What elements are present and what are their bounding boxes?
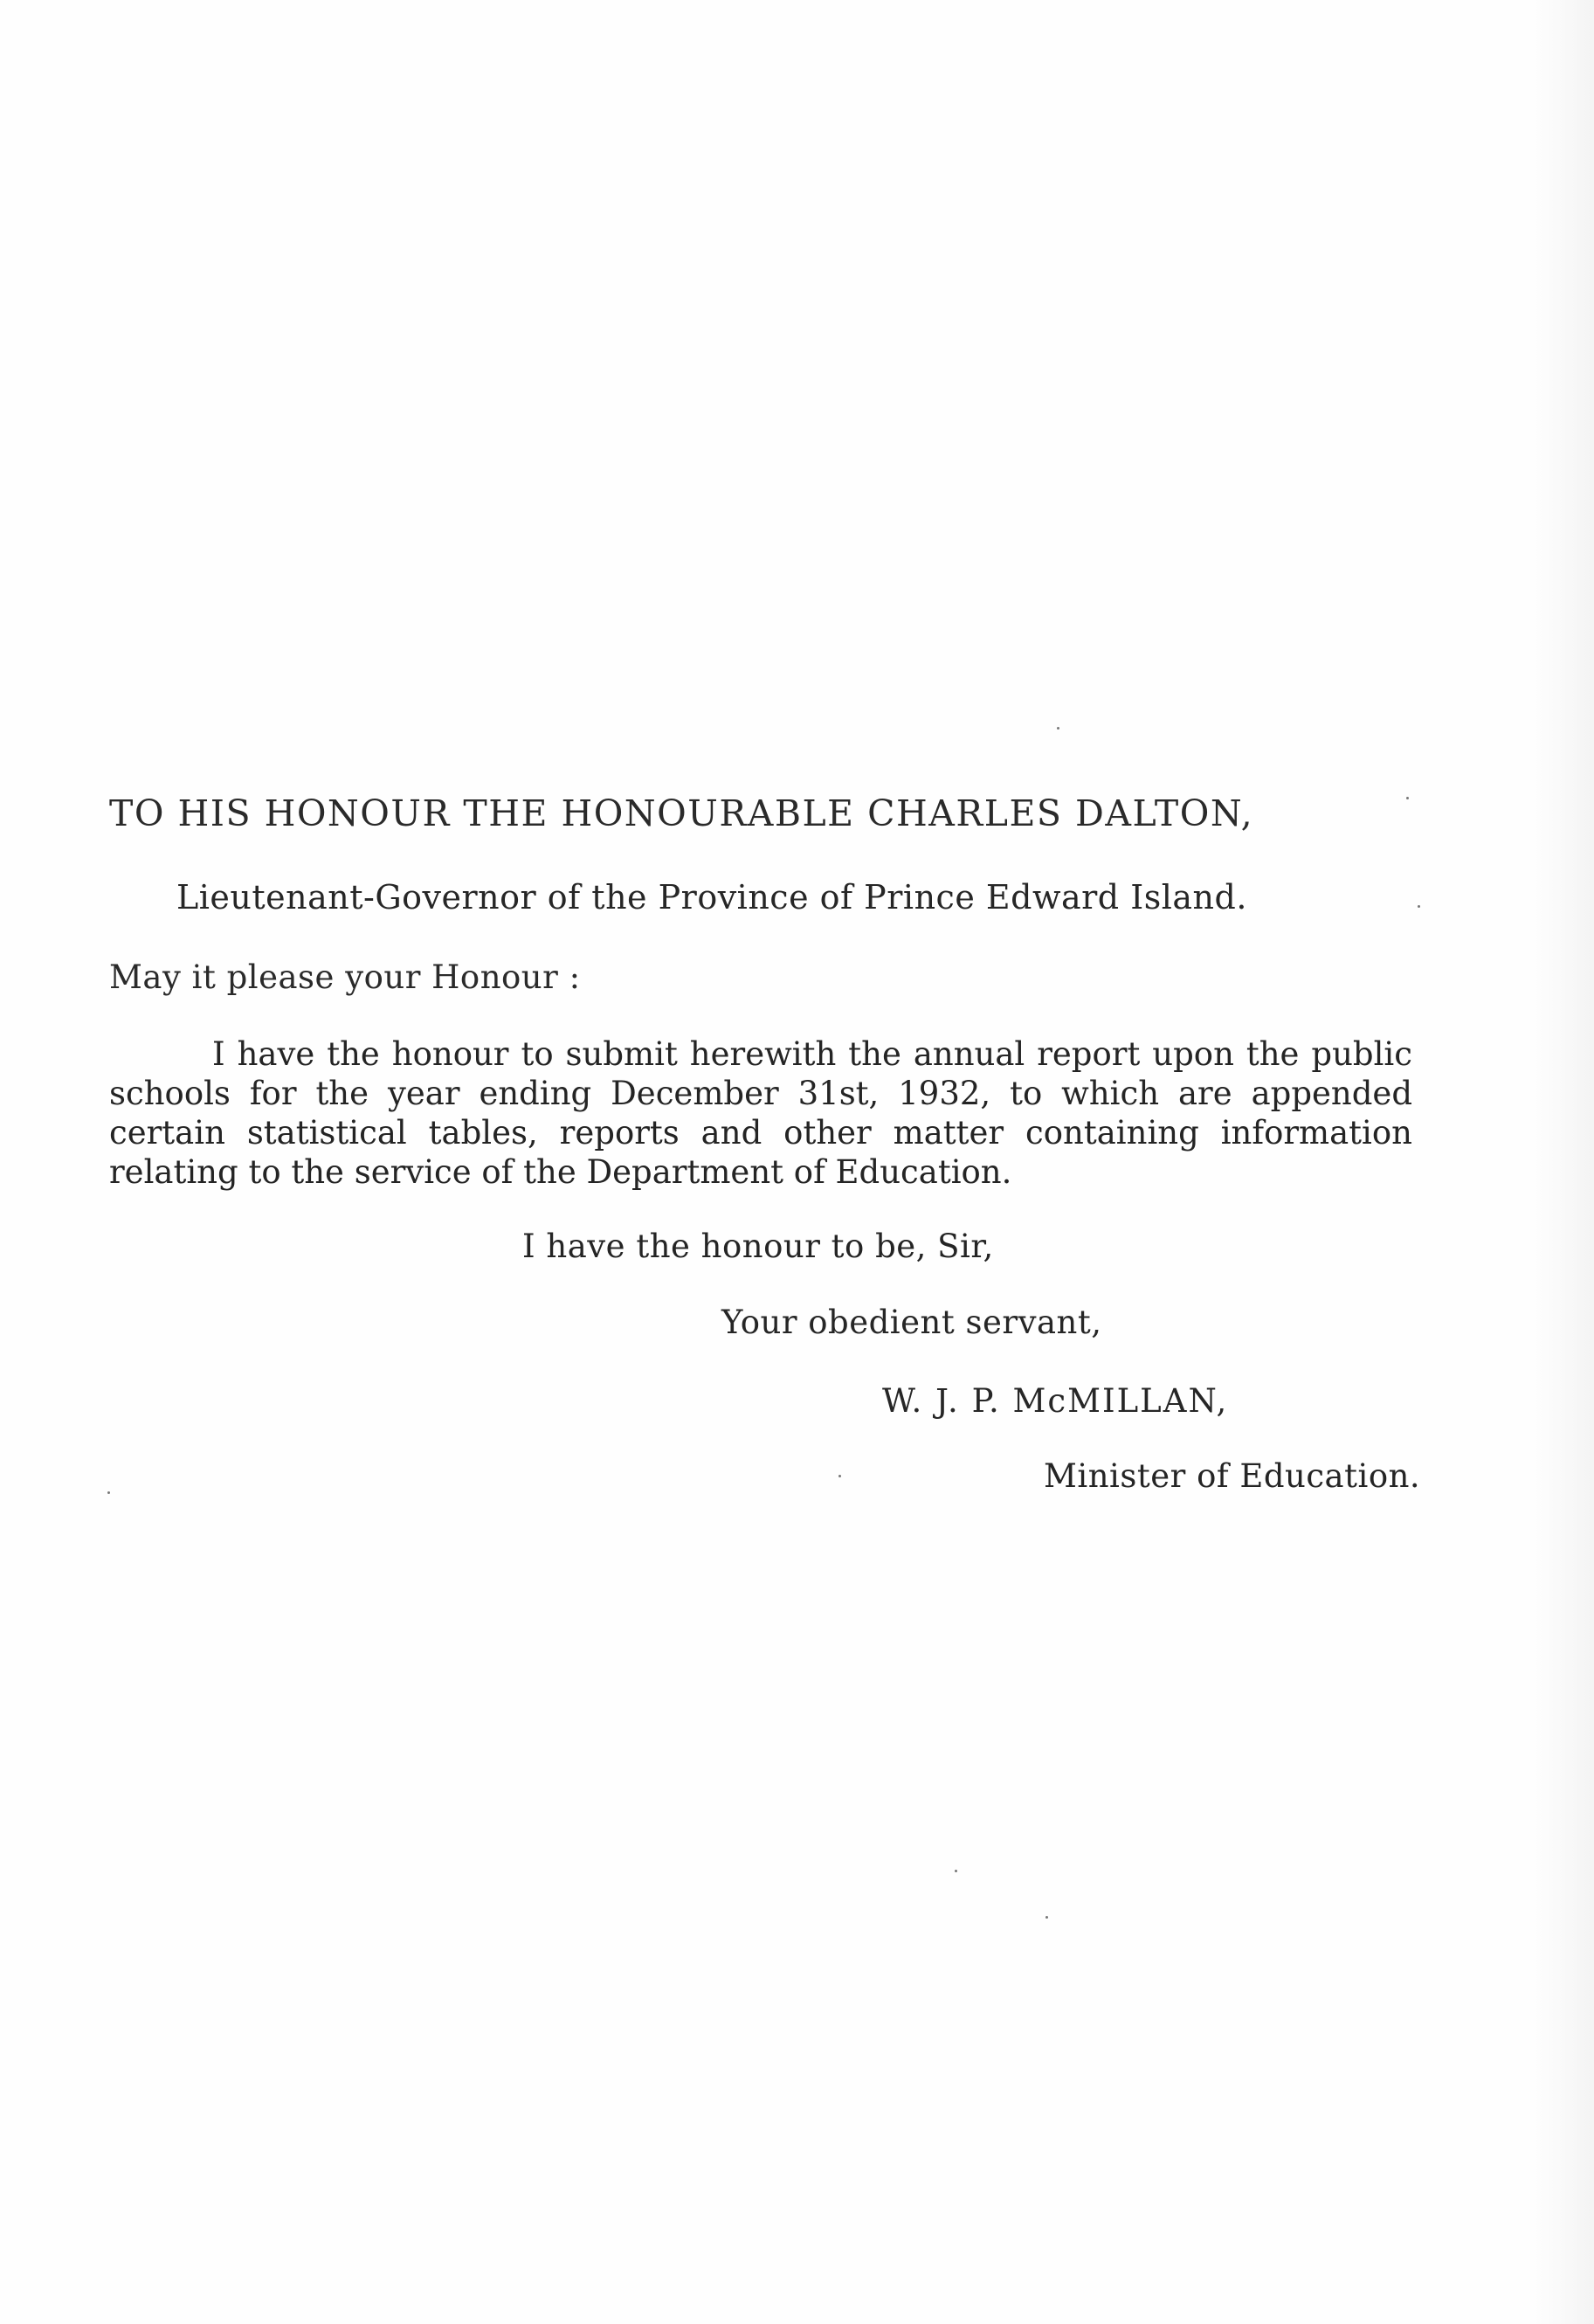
scan-speck [107,1491,110,1494]
letter-salutation: May it please your Honour : [109,958,581,996]
scan-speck [1057,727,1059,730]
letter-closing: I have the honour to be, Sir, [522,1228,994,1265]
letter-body: I have the honour to submit herewith the annual report upon the public schools for the year ending December 31st, 1932, to which are appended certain statistical tables, reports and other matter containing information relating to the service of the Department of Education. [109,1035,1412,1191]
scan-speck [838,1475,841,1477]
signatory-name: W. J. P. McMILLAN, [882,1382,1229,1420]
scan-speck [955,1870,957,1872]
scan-speck [1418,905,1420,908]
scan-edge-shading [1533,0,1594,2324]
letter-addressee: TO HIS HONOUR THE HONOURABLE CHARLES DALTON, [109,792,1254,834]
signatory-title: Minister of Education. [1044,1457,1421,1495]
complimentary-close: Your obedient servant, [721,1304,1102,1341]
scan-speck [1045,1916,1048,1919]
scan-speck [1406,797,1409,799]
addressee-title: Lieutenant-Governor of the Province of Prince Edward Island. [176,878,1247,916]
